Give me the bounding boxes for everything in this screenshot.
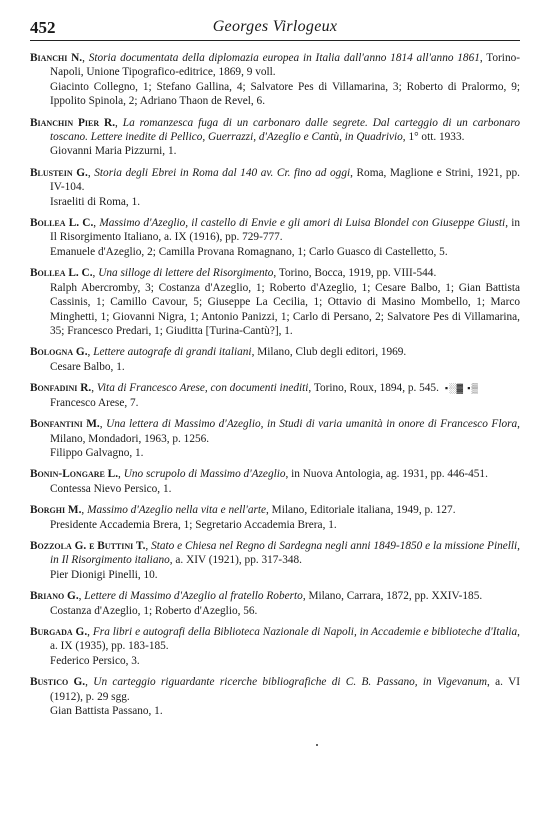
entry-author: Bustico G. <box>30 676 86 689</box>
entry-details: , Milano, Editoriale italiana, 1949, p. 127. <box>266 504 456 517</box>
running-head: Georges Virlogeux <box>212 18 338 35</box>
page-number: 452 <box>30 18 56 37</box>
entry-correspondents: Gian Battista Passano, 1. <box>50 705 163 718</box>
entry-title: Uno scrupolo di Massimo d'Azeglio <box>123 468 286 481</box>
bibliography-entry <box>30 166 520 209</box>
citation: Blustein G., Storia degli Ebrei in Roma dal 140 av. Cr. fino ad oggi, Roma, Maglione e Strini, 1921, pp. IV-104. <box>30 166 520 194</box>
entry-details: , in Il Risorgimento Italiano, a. IX (1916), pp. 729-777. <box>50 217 520 244</box>
entry-title: Un carteggio riguardante ricerche bibliografiche di C. B. Passano, in Vigevanum <box>93 676 487 689</box>
citation: Bianchi N., Storia documentata della diplomazia europea in Italia dall'anno 1814 all'anno 1861, Torino-Napoli, Unione Tipografico-editrice, 1869, 9 voll. <box>30 52 520 79</box>
bibliography-entry <box>30 467 520 496</box>
entry-title: Lettere autografe di grandi italiani <box>93 346 252 359</box>
entry-correspondents: Costanza d'Azeglio, 1; Roberto d'Azeglio, 56. <box>50 604 258 617</box>
entry-correspondents: Federico Persico, 3. <box>50 654 140 667</box>
entry-author: Bianchi N. <box>30 52 83 64</box>
bibliography-entry <box>30 503 520 532</box>
entry-details: , in Nuova Antologia, ag. 1931, pp. 446-451. <box>285 468 488 481</box>
citation: Bonfantini M., Una lettera di Massimo d'Azeglio, in Studi di varia umanità in onore di Francesco Flora, Milano, Mondadori, 1963, p. 1256. <box>30 418 520 445</box>
entry-title: Una lettera di Massimo d'Azeglio, in Studi di varia umanità in onore di Francesco Flora <box>106 418 518 431</box>
bibliography-entry <box>30 345 520 374</box>
entry-correspondents: Filippo Galvagno, 1. <box>50 446 144 459</box>
entry-title: Lettere di Massimo d'Azeglio al fratello Roberto <box>84 590 303 603</box>
bibliography-entry <box>30 675 520 718</box>
entry-title: Stato e Chiesa nel Regno di Sardegna negli anni 1849-1850 e la missione Pinelli, in Il Risorgimento italiano <box>50 539 520 567</box>
stray-dot <box>316 744 318 746</box>
entry-title: Una silloge di lettere del Risorgimento <box>98 267 274 280</box>
citation: Borghi M., Massimo d'Azeglio nella vita e nell'arte, Milano, Editoriale italiana, 1949, p. 127. <box>30 504 456 517</box>
entry-correspondents: Emanuele d'Azeglio, 2; Camilla Provana Romagnano, 1; Carlo Guasco di Castelletto, 5. <box>50 245 448 258</box>
citation: Bollea L. C., Massimo d'Azeglio, il castello di Envie e gli amori di Luisa Blondel con Giuseppe Giusti, in Il Risorgimento Italiano, a. IX (1916), pp. 729-777. <box>30 217 520 244</box>
entry-details: , Roma, Maglione e Strini, 1921, pp. IV-104. <box>50 166 520 194</box>
page-header <box>30 18 520 41</box>
entry-author: Borghi M. <box>30 504 82 517</box>
entry-correspondents: Cesare Balbo, 1. <box>50 360 125 373</box>
entry-correspondents: Ralph Abercromby, 3; Costanza d'Azeglio, 1; Roberto d'Azeglio, 1; Cesare Balbo, 1; Gian Battista Cassinis, 1; Camillo Cavour, 5; Giuseppe La Cecilia, 1; Ottavio di Masino Mombello, 1; Marco Minghetti, 1; Giovanni Nigra, 1; Antonio Panizzi, 1; Carlo di Persano, 2; Salvatore Pes di Villamarina, 35; Francesco Predari, 1; Giuditta [Turina-Cantù?], 1. <box>50 281 520 337</box>
entry-details: , Milano, Club degli editori, 1969. <box>251 346 407 359</box>
entry-correspondents: Contessa Nievo Persico, 1. <box>50 482 172 495</box>
citation: Burgada G., Fra libri e autografi della Biblioteca Nazionale di Napoli, in Accademie e biblioteche d'Italia, a. IX (1935), pp. 183-185. <box>30 626 520 653</box>
entry-author: Bonin-Longare L. <box>30 468 119 481</box>
entry-details: , Torino-Napoli, Unione Tipografico-editrice, 1869, 9 voll. <box>50 52 520 79</box>
entry-author: Bollea L. C. <box>30 267 93 280</box>
bibliography-entry <box>30 51 520 109</box>
citation: Bianchin Pier R., La romanzesca fuga di un carbonaro dalle segrete. Dal carteggio di un carbonaro toscano. Lettere inedite di Pellico, Guerrazzi, d'Azeglio e Cantù, in Quadrivio, 1° ott. 1933. <box>30 116 520 144</box>
citation: Bologna G., Lettere autografe di grandi italiani, Milano, Club degli editori, 1969. <box>30 346 407 359</box>
entry-details: , a. XIV (1921), pp. 317-348. <box>169 554 302 567</box>
entry-author: Bollea L. C. <box>30 217 94 230</box>
citation: Bollea L. C., Una silloge di lettere del Risorgimento, Torino, Bocca, 1919, pp. VIII-544. <box>30 267 437 280</box>
entry-title: Storia degli Ebrei in Roma dal 140 av. Cr. fino ad oggi <box>94 166 351 179</box>
entry-details: , Milano, Mondadori, 1963, p. 1256. <box>50 418 520 445</box>
bibliography-entry <box>30 625 520 668</box>
entry-author: Bologna G. <box>30 346 88 359</box>
citation: Briano G., Lettere di Massimo d'Azeglio al fratello Roberto, Milano, Carrara, 1872, pp. XXIV-185. <box>30 590 483 603</box>
entry-author: Blustein G. <box>30 166 88 179</box>
entry-author: Bianchin Pier R. <box>30 116 116 129</box>
entry-correspondents: Giovanni Maria Pizzurni, 1. <box>50 145 177 158</box>
entry-details: , 1° ott. 1933. <box>402 131 465 144</box>
bibliography-entry <box>30 116 520 159</box>
citation: Bozzola G. e Buttini T., Stato e Chiesa nel Regno di Sardegna negli anni 1849-1850 e la missione Pinelli, in Il Risorgimento italiano, a. XIV (1921), pp. 317-348. <box>30 539 520 567</box>
entry-author: Bozzola G. e Buttini T. <box>30 539 146 552</box>
entry-details: , a. VI (1912), p. 29 sgg. <box>50 676 520 703</box>
entry-details: , Torino, Roux, 1894, p. 545. <box>308 382 439 395</box>
entry-correspondents: Israeliti di Roma, 1. <box>50 195 141 208</box>
entry-title: Massimo d'Azeglio nella vita e nell'arte <box>87 504 267 517</box>
entry-author: Bonfantini M. <box>30 418 100 431</box>
bibliography-list <box>30 51 520 718</box>
entry-title: Massimo d'Azeglio, il castello di Envie e gli amori di Luisa Blondel con Giuseppe Giusti <box>99 217 506 230</box>
ink-smudge: ▪░▓ ▪▒ <box>444 383 479 394</box>
entry-correspondents: Giacinto Collegno, 1; Stefano Gallina, 4; Salvatore Pes di Villamarina, 3; Roberto di Pralormo, 9; Ippolito Spinola, 2; Adriano Thaon de Revel, 6. <box>50 80 520 108</box>
entry-title: Vita di Francesco Arese, con documenti inediti <box>96 382 309 395</box>
entry-details: , Torino, Bocca, 1919, pp. VIII-544. <box>273 267 437 280</box>
entry-details: , Milano, Carrara, 1872, pp. XXIV-185. <box>302 590 483 603</box>
entry-author: Burgada G. <box>30 626 88 639</box>
entry-correspondents: Presidente Accademia Brera, 1; Segretario Accademia Brera, 1. <box>50 518 337 531</box>
bibliography-entry <box>30 216 520 259</box>
citation: Bonfadini R., Vita di Francesco Arese, con documenti inediti, Torino, Roux, 1894, p. 545. ▪░▓ ▪▒ <box>30 382 479 395</box>
entry-correspondents: Pier Dionigi Pinelli, 10. <box>50 568 158 581</box>
entry-title: Fra libri e autografi della Biblioteca Nazionale di Napoli, in Accademie e biblioteche d'Italia <box>92 626 518 639</box>
entry-details: , a. IX (1935), pp. 183-185. <box>50 626 520 653</box>
bibliography-entry <box>30 589 520 618</box>
entry-title: Storia documentata della diplomazia europea in Italia dall'anno 1814 all'anno 1861 <box>88 52 480 64</box>
entry-correspondents: Francesco Arese, 7. <box>50 396 139 409</box>
bibliography-entry <box>30 417 520 460</box>
citation: Bustico G., Un carteggio riguardante ricerche bibliografiche di C. B. Passano, in Vigevanum, a. VI (1912), p. 29 sgg. <box>30 676 520 703</box>
entry-author: Bonfadini R. <box>30 382 92 395</box>
citation: Bonin-Longare L., Uno scrupolo di Massimo d'Azeglio, in Nuova Antologia, ag. 1931, pp. 446-451. <box>30 468 488 481</box>
bibliography-entry <box>30 381 520 410</box>
bibliography-entry <box>30 539 520 582</box>
entry-title: La romanzesca fuga di un carbonaro dalle segrete. Dal carteggio di un carbonaro toscano. Lettere inedite di Pellico, Guerrazzi, d'Azeglio e Cantù, in Quadrivio <box>50 116 520 144</box>
bibliography-entry <box>30 266 520 338</box>
entry-author: Briano G. <box>30 590 79 603</box>
